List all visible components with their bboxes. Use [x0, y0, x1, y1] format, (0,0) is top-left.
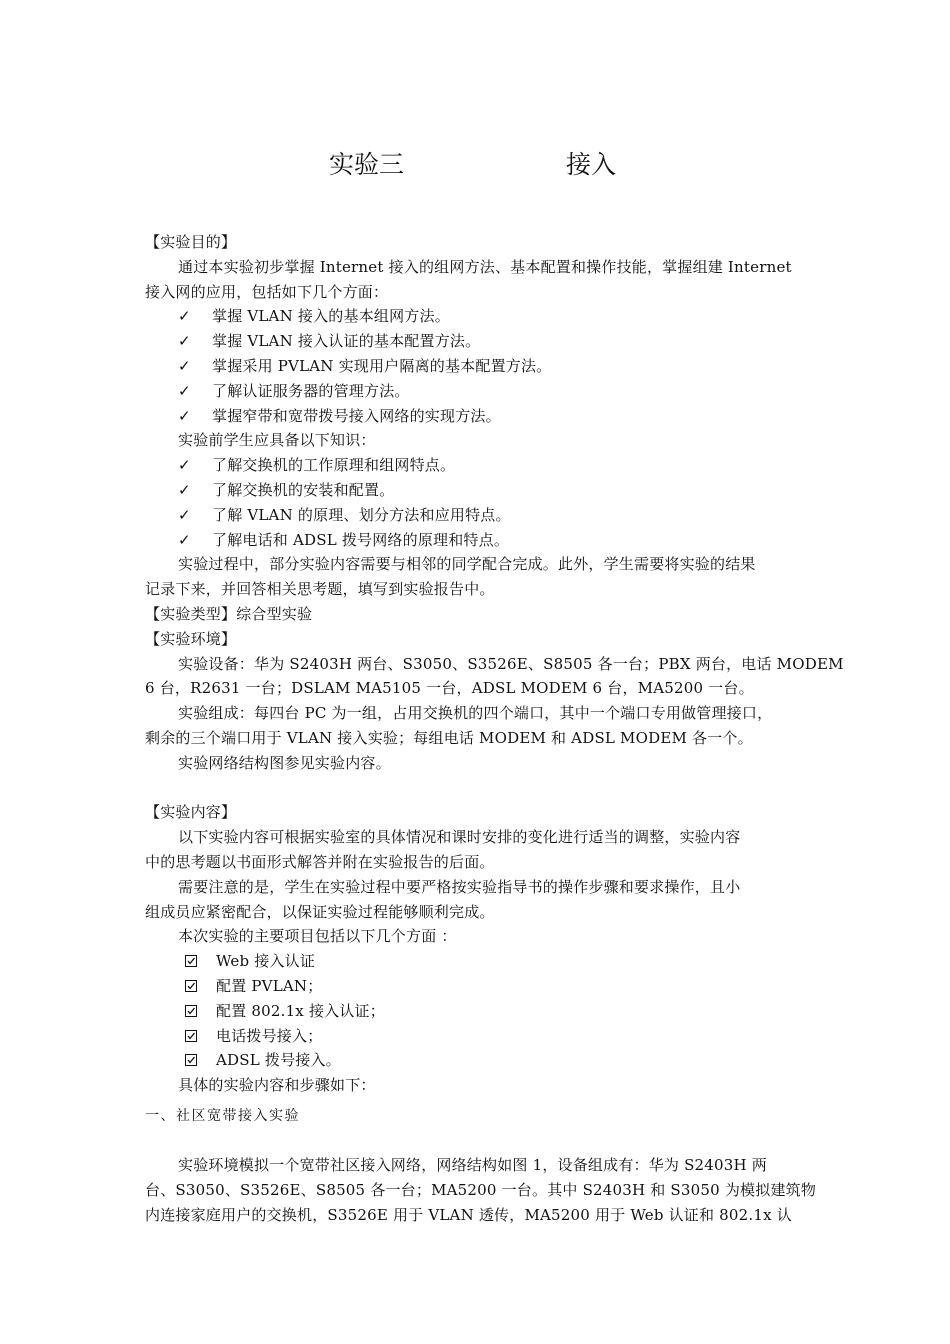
checked-box-icon	[185, 1005, 197, 1017]
section-1-line-1-text: 实验环境模拟一个宽带社区接入网络，网络结构如图 1，设备组成有：华为 S2403H 两	[178, 1156, 767, 1175]
purpose-intro-line-2: 接入网的应用，包括如下几个方面：	[145, 282, 389, 301]
prereq-intro: 实验前学生应具备以下知识：	[178, 431, 376, 450]
spacer	[145, 1129, 807, 1154]
equipment-line-1-text: 实验设备：华为 S2403H 两台、S3050、S3526E、S8505 各一台；PBX 两台，电话 MODEM	[178, 654, 844, 673]
goal-text: 掌握采用 PVLAN 实现用户隔离的基本配置方法。	[212, 356, 552, 375]
topology-reference: 实验网络结构图参见实验内容。	[178, 753, 391, 772]
checkmark-icon: ✓	[178, 381, 191, 400]
equipment-line-2: 6 台，R2631 一台；DSLAM MA5105 一台，ADSL MODEM 6 台，MA5200 一台。	[145, 679, 754, 698]
project-item-text: ADSL 拨号接入。	[216, 1051, 341, 1070]
grouping-line-1	[145, 701, 807, 726]
prereq-item	[145, 503, 807, 528]
purpose-heading: 【实验目的】	[145, 233, 237, 251]
checked-box-icon	[185, 1030, 197, 1042]
project-item-text: 电话拨号接入；	[216, 1026, 323, 1045]
checkmark-icon: ✓	[178, 356, 191, 375]
content-p2-line-1	[145, 875, 807, 900]
goal-item	[145, 354, 807, 379]
prereq-text: 了解 VLAN 的原理、划分方法和应用特点。	[212, 505, 511, 524]
purpose-note-line-1-text: 实验过程中，部分实验内容需要与相邻的同学配合完成。此外，学生需要将实验的结果	[178, 555, 756, 574]
content-p2-line-1-text: 需要注意的是，学生在实验过程中要严格按实验指导书的操作步骤和要求操作，且小	[178, 877, 741, 896]
prereq-text: 了解交换机的安装和配置。	[212, 480, 395, 499]
title-part-2: 接入	[566, 150, 617, 179]
document-body	[145, 230, 844, 1228]
purpose-intro-line-1	[145, 255, 807, 280]
project-item	[145, 999, 807, 1024]
goal-item	[145, 404, 807, 429]
goal-item	[145, 379, 807, 404]
prereq-item	[145, 528, 807, 553]
goal-text: 掌握 VLAN 接入的基本组网方法。	[212, 307, 450, 326]
spacer	[145, 776, 807, 801]
project-item	[145, 1048, 807, 1073]
checked-box-icon	[185, 955, 197, 967]
section-1-line-1	[145, 1153, 807, 1178]
goal-item	[145, 304, 807, 329]
document-title	[0, 145, 950, 185]
purpose-note-line-1	[145, 552, 807, 577]
goal-text: 掌握 VLAN 接入认证的基本配置方法。	[212, 332, 481, 351]
checkmark-icon: ✓	[178, 332, 191, 351]
checked-box-icon	[185, 1054, 197, 1066]
experiment-type: 【实验类型】综合型实验	[145, 604, 313, 623]
project-item-text: 配置 PVLAN；	[216, 976, 323, 995]
prereq-text: 了解交换机的工作原理和组网特点。	[212, 456, 456, 475]
checkmark-icon: ✓	[178, 406, 191, 425]
prereq-text: 了解电话和 ADSL 拨号网络的原理和特点。	[212, 530, 510, 549]
project-item-text: Web 接入认证	[216, 952, 316, 971]
checkmark-icon: ✓	[178, 480, 191, 499]
content-p1-line-1-text: 以下实验内容可根据实验室的具体情况和课时安排的变化进行适当的调整，实验内容	[178, 828, 741, 847]
checked-box-icon	[185, 980, 197, 992]
checkmark-icon: ✓	[178, 530, 191, 549]
content-p2-line-2: 组成员应紧密配合，以保证实验过程能够顺利完成。	[145, 902, 495, 921]
checkmark-icon: ✓	[178, 307, 191, 326]
project-item-text: 配置 802.1x 接入认证；	[216, 1001, 385, 1020]
section-1-line-3	[145, 1203, 807, 1228]
title-part-1: 实验三	[329, 150, 405, 179]
steps-intro: 具体的实验内容和步骤如下：	[178, 1076, 376, 1095]
checkmark-icon: ✓	[178, 505, 191, 524]
section-1-line-3-text: 内连接家庭用户的交换机，S3526E 用于 VLAN 透传，MA5200 用于 Web 认证和 802.1x 认	[145, 1206, 792, 1225]
checkmark-icon: ✓	[178, 456, 191, 475]
content-heading: 【实验内容】	[145, 803, 237, 822]
grouping-line-2: 剩余的三个端口用于 VLAN 接入实验；每组电话 MODEM 和 ADSL MODEM 各一个。	[145, 728, 753, 747]
project-item	[145, 1024, 807, 1049]
purpose-intro-line-1-text: 通过本实验初步掌握 Internet 接入的组网方法、基本配置和操作技能，掌握组建 Internet	[178, 257, 792, 276]
goal-text: 掌握窄带和宽带拨号接入网络的实现方法。	[212, 406, 501, 425]
section-1-heading: 一、社区宽带接入实验	[145, 1107, 300, 1124]
prereq-item	[145, 478, 807, 503]
content-p1-line-1	[145, 825, 807, 850]
goal-text: 了解认证服务器的管理方法。	[212, 381, 410, 400]
environment-heading: 【实验环境】	[145, 629, 237, 648]
project-item	[145, 974, 807, 999]
goal-item	[145, 329, 807, 354]
section-1-line-2-text: 台、S3050、S3526E、S8505 各一台；MA5200 一台。其中 S2403H 和 S3050 为模拟建筑物	[145, 1181, 817, 1200]
content-p1-line-2: 中的思考题以书面形式解答并附在实验报告的后面。	[145, 852, 495, 871]
equipment-line-1	[145, 652, 844, 677]
prereq-item	[145, 453, 807, 478]
section-1-line-2	[145, 1178, 817, 1203]
items-intro: 本次实验的主要项目包括以下几个方面 ：	[178, 927, 457, 946]
grouping-line-1-text: 实验组成：每四台 PC 为一组，占用交换机的四个端口，其中一个端口专用做管理接口，	[178, 704, 773, 723]
purpose-note-line-2: 记录下来，并回答相关思考题，填写到实验报告中。	[145, 580, 495, 599]
project-item	[145, 949, 807, 974]
